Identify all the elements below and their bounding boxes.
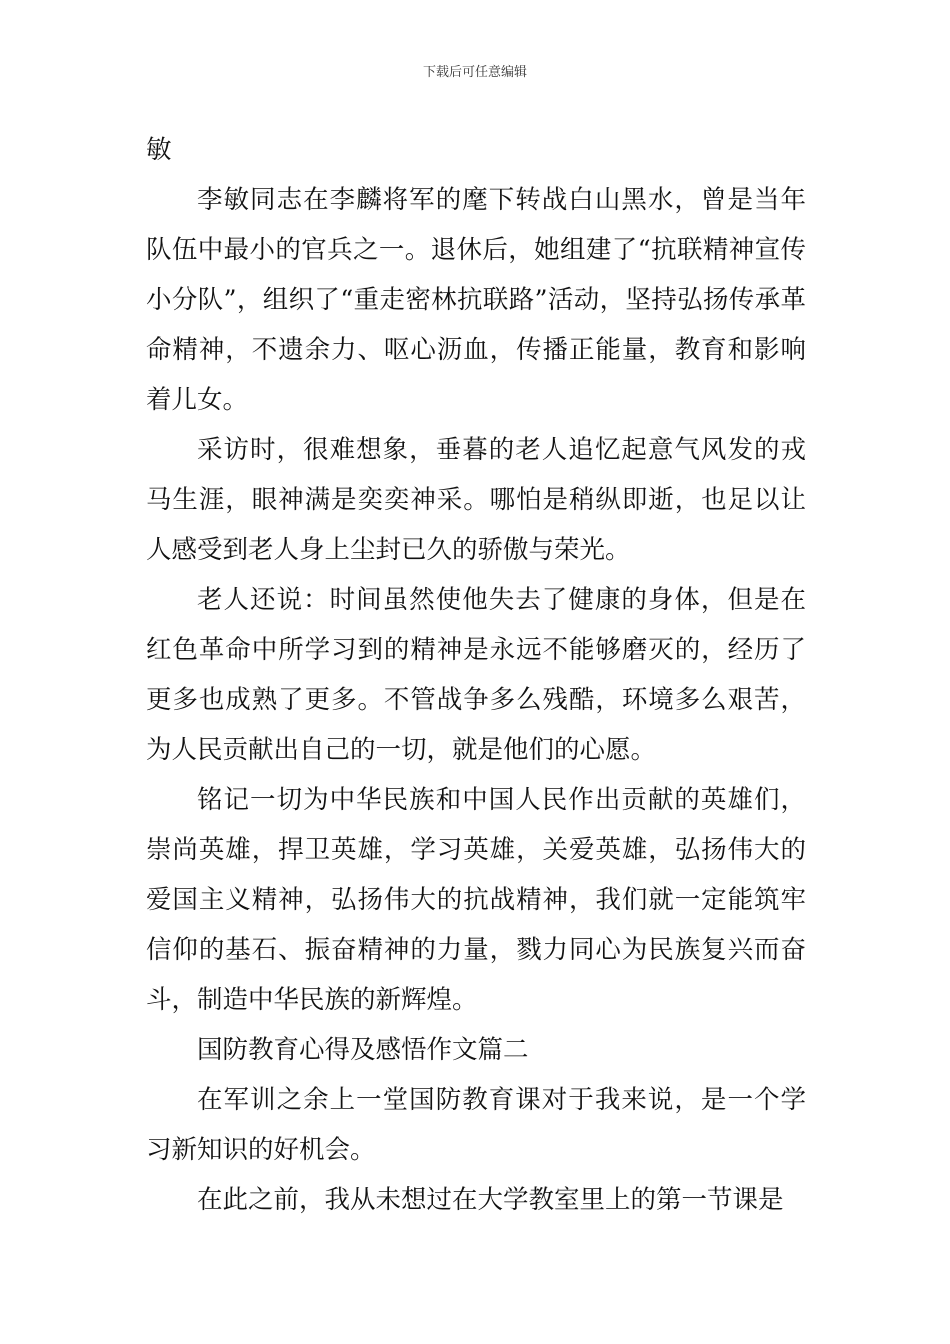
paragraph-remember-heroes: 铭记一切为中华民族和中国人民作出贡献的英雄们，崇尚英雄，捍卫英雄，学习英雄，关爱英雄，弘扬伟大的爱国主义精神，弘扬伟大的抗战精神，我们就一定能筑牢信仰的基石、振奋精神的力量，戮力同心为民族复兴而奋斗，制造中华民族的新辉煌。 [146, 785, 806, 1015]
page-header: 下载后可任意编辑 [422, 65, 527, 80]
section-heading: 国防教育心得及感悟作文篇二 [197, 1035, 529, 1065]
paragraph-li-min: 李敏同志在李麟将军的麾下转战白山黑水，曾是当年队伍中最小的官兵之一。退休后，她组建了“抗联精神宣传小分队”，组织了“重走密林抗联路”活动，坚持弘扬传承革命精神，不遗余力、呕心沥血，传播正能量，教育和影响着儿女。 [146, 185, 806, 415]
paragraph-military-training: 在军训之余上一堂国防教育课对于我来说，是一个学习新知识的好机会。 [146, 1085, 806, 1165]
paragraph-interview: 采访时，很难想象，垂暮的老人追忆起意气风发的戎马生涯，眼神满是奕奕神采。哪怕是稍纵即逝，也足以让人感受到老人身上尘封已久的骄傲与荣光。 [146, 435, 806, 565]
paragraph-elder-words: 老人还说：时间虽然使他失去了健康的身体，但是在红色革命中所学习到的精神是永远不能够磨灭的，经历了更多也成熟了更多。不管战争多么残酷，环境多么艰苦，为人民贡献出自己的一切，就是他们的心愿。 [146, 585, 806, 765]
paragraph-continuation: 敏 [146, 135, 172, 165]
paragraph-first-class: 在此之前，我从未想过在大学教室里上的第一节课是 [197, 1185, 784, 1215]
document-body [146, 125, 806, 1225]
